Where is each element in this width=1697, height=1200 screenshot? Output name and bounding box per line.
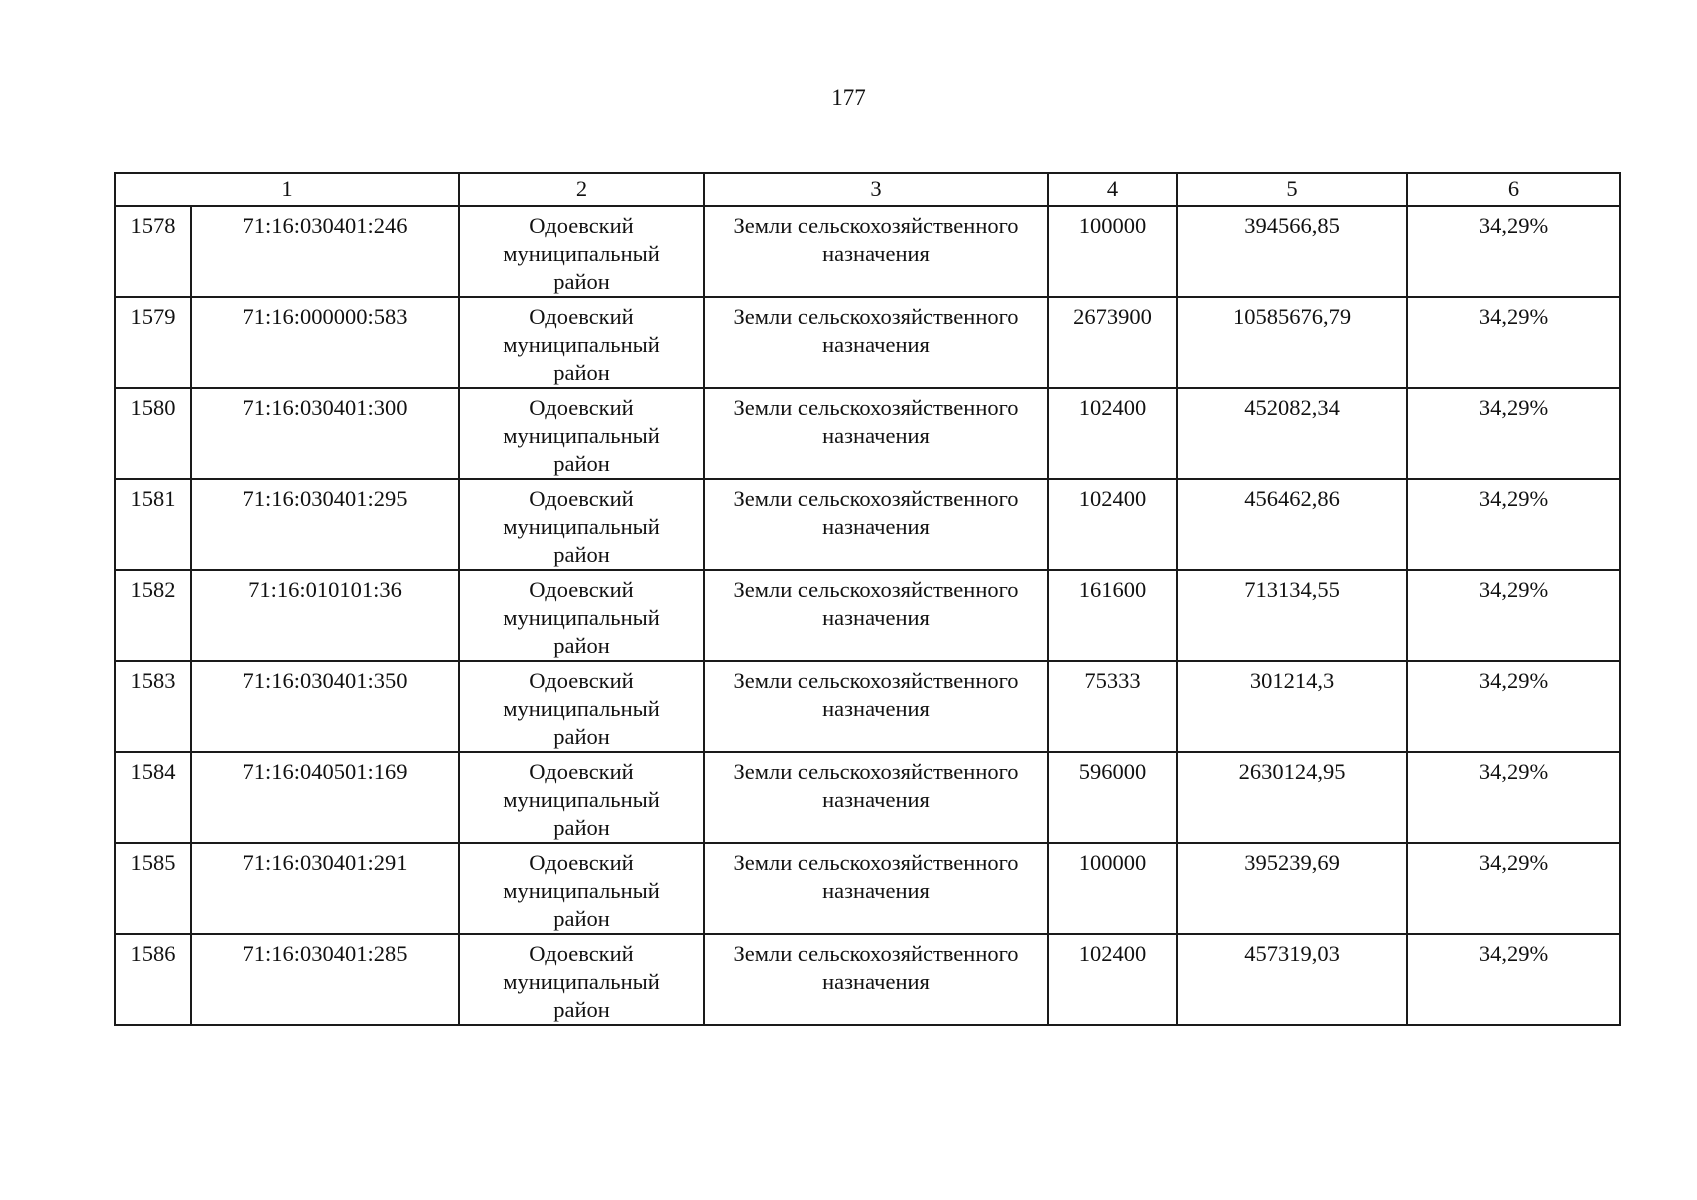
area-cell: 102400 — [1048, 388, 1177, 479]
cadastral-number-cell: 71:16:030401:291 — [191, 843, 459, 934]
land-category-cell — [704, 297, 1048, 388]
category-line-1: Земли сельскохозяйственного — [733, 850, 1019, 875]
district-line-3: район — [553, 542, 610, 567]
cadastral-number-cell: 71:16:010101:36 — [191, 570, 459, 661]
district-line-3: район — [553, 906, 610, 931]
rate-cell: 34,29% — [1407, 479, 1620, 570]
category-line-1: Земли сельскохозяйственного — [733, 668, 1019, 693]
header-col-3: 3 — [704, 173, 1048, 206]
header-col-4: 4 — [1048, 173, 1177, 206]
table-row — [115, 297, 1620, 388]
cadastral-value-cell: 457319,03 — [1177, 934, 1407, 1025]
area-cell: 596000 — [1048, 752, 1177, 843]
header-col-6: 6 — [1407, 173, 1620, 206]
district-line-3: район — [553, 724, 610, 749]
land-category-cell — [704, 388, 1048, 479]
category-line-2: назначения — [822, 787, 930, 812]
district-line-1: Одоевский — [529, 941, 634, 966]
district-cell — [459, 661, 704, 752]
rate-cell: 34,29% — [1407, 843, 1620, 934]
category-line-2: назначения — [822, 878, 930, 903]
district-line-2: муниципальный — [503, 514, 660, 539]
rate-cell: 34,29% — [1407, 297, 1620, 388]
row-number-cell: 1586 — [115, 934, 191, 1025]
cadastral-value-cell: 452082,34 — [1177, 388, 1407, 479]
district-line-2: муниципальный — [503, 423, 660, 448]
row-number-cell: 1578 — [115, 206, 191, 297]
district-line-2: муниципальный — [503, 969, 660, 994]
category-line-2: назначения — [822, 605, 930, 630]
area-cell: 100000 — [1048, 206, 1177, 297]
district-cell — [459, 570, 704, 661]
land-category-cell — [704, 661, 1048, 752]
district-line-1: Одоевский — [529, 668, 634, 693]
table-row — [115, 843, 1620, 934]
district-line-1: Одоевский — [529, 486, 634, 511]
district-line-1: Одоевский — [529, 577, 634, 602]
table-row — [115, 388, 1620, 479]
district-cell — [459, 752, 704, 843]
row-number-cell: 1583 — [115, 661, 191, 752]
rate-cell: 34,29% — [1407, 661, 1620, 752]
header-col-2: 2 — [459, 173, 704, 206]
category-line-1: Земли сельскохозяйственного — [733, 941, 1019, 966]
cadastral-value-cell: 456462,86 — [1177, 479, 1407, 570]
rate-cell: 34,29% — [1407, 752, 1620, 843]
cadastral-value-cell: 395239,69 — [1177, 843, 1407, 934]
category-line-2: назначения — [822, 696, 930, 721]
category-line-1: Земли сельскохозяйственного — [733, 577, 1019, 602]
district-cell — [459, 934, 704, 1025]
area-cell: 100000 — [1048, 843, 1177, 934]
district-line-2: муниципальный — [503, 787, 660, 812]
district-cell — [459, 843, 704, 934]
area-cell: 161600 — [1048, 570, 1177, 661]
category-line-2: назначения — [822, 332, 930, 357]
land-category-cell — [704, 934, 1048, 1025]
district-cell — [459, 388, 704, 479]
district-line-2: муниципальный — [503, 241, 660, 266]
cadastral-number-cell: 71:16:030401:246 — [191, 206, 459, 297]
page-number: 177 — [831, 85, 866, 110]
cadastral-value-cell: 713134,55 — [1177, 570, 1407, 661]
table-row — [115, 479, 1620, 570]
row-number-cell: 1580 — [115, 388, 191, 479]
district-line-1: Одоевский — [529, 213, 634, 238]
district-cell — [459, 206, 704, 297]
district-line-3: район — [553, 269, 610, 294]
district-line-2: муниципальный — [503, 878, 660, 903]
land-category-cell — [704, 479, 1048, 570]
header-row — [115, 173, 1620, 206]
cadastral-value-cell: 394566,85 — [1177, 206, 1407, 297]
rate-cell: 34,29% — [1407, 388, 1620, 479]
cadastral-number-cell: 71:16:030401:300 — [191, 388, 459, 479]
land-registry-table — [114, 172, 1621, 1026]
category-line-1: Земли сельскохозяйственного — [733, 304, 1019, 329]
area-cell: 75333 — [1048, 661, 1177, 752]
district-cell — [459, 479, 704, 570]
cadastral-number-cell: 71:16:040501:169 — [191, 752, 459, 843]
row-number-cell: 1581 — [115, 479, 191, 570]
category-line-1: Земли сельскохозяйственного — [733, 213, 1019, 238]
area-cell: 2673900 — [1048, 297, 1177, 388]
category-line-1: Земли сельскохозяйственного — [733, 759, 1019, 784]
cadastral-number-cell: 71:16:000000:583 — [191, 297, 459, 388]
land-category-cell — [704, 843, 1048, 934]
district-line-2: муниципальный — [503, 332, 660, 357]
category-line-2: назначения — [822, 969, 930, 994]
district-line-3: район — [553, 360, 610, 385]
table-row — [115, 570, 1620, 661]
table-row — [115, 661, 1620, 752]
district-line-3: район — [553, 815, 610, 840]
header-col-5: 5 — [1177, 173, 1407, 206]
district-line-1: Одоевский — [529, 850, 634, 875]
rate-cell: 34,29% — [1407, 934, 1620, 1025]
category-line-1: Земли сельскохозяйственного — [733, 395, 1019, 420]
district-line-3: район — [553, 997, 610, 1022]
land-category-cell — [704, 206, 1048, 297]
rate-cell: 34,29% — [1407, 570, 1620, 661]
table-row — [115, 206, 1620, 297]
row-number-cell: 1579 — [115, 297, 191, 388]
row-number-cell: 1584 — [115, 752, 191, 843]
district-line-1: Одоевский — [529, 304, 634, 329]
cadastral-value-cell: 301214,3 — [1177, 661, 1407, 752]
district-cell — [459, 297, 704, 388]
cadastral-value-cell: 10585676,79 — [1177, 297, 1407, 388]
table-body — [115, 206, 1620, 1025]
district-line-3: район — [553, 633, 610, 658]
cadastral-number-cell: 71:16:030401:295 — [191, 479, 459, 570]
header-col-1: 1 — [115, 173, 459, 206]
district-line-1: Одоевский — [529, 759, 634, 784]
table-header — [115, 173, 1620, 206]
area-cell: 102400 — [1048, 479, 1177, 570]
land-category-cell — [704, 570, 1048, 661]
cadastral-number-cell: 71:16:030401:285 — [191, 934, 459, 1025]
table-row — [115, 752, 1620, 843]
cadastral-number-cell: 71:16:030401:350 — [191, 661, 459, 752]
rate-cell: 34,29% — [1407, 206, 1620, 297]
table-row — [115, 934, 1620, 1025]
district-line-3: район — [553, 451, 610, 476]
category-line-1: Земли сельскохозяйственного — [733, 486, 1019, 511]
category-line-2: назначения — [822, 423, 930, 448]
area-cell: 102400 — [1048, 934, 1177, 1025]
land-category-cell — [704, 752, 1048, 843]
category-line-2: назначения — [822, 241, 930, 266]
row-number-cell: 1585 — [115, 843, 191, 934]
cadastral-value-cell: 2630124,95 — [1177, 752, 1407, 843]
district-line-1: Одоевский — [529, 395, 634, 420]
row-number-cell: 1582 — [115, 570, 191, 661]
category-line-2: назначения — [822, 514, 930, 539]
district-line-2: муниципальный — [503, 696, 660, 721]
district-line-2: муниципальный — [503, 605, 660, 630]
